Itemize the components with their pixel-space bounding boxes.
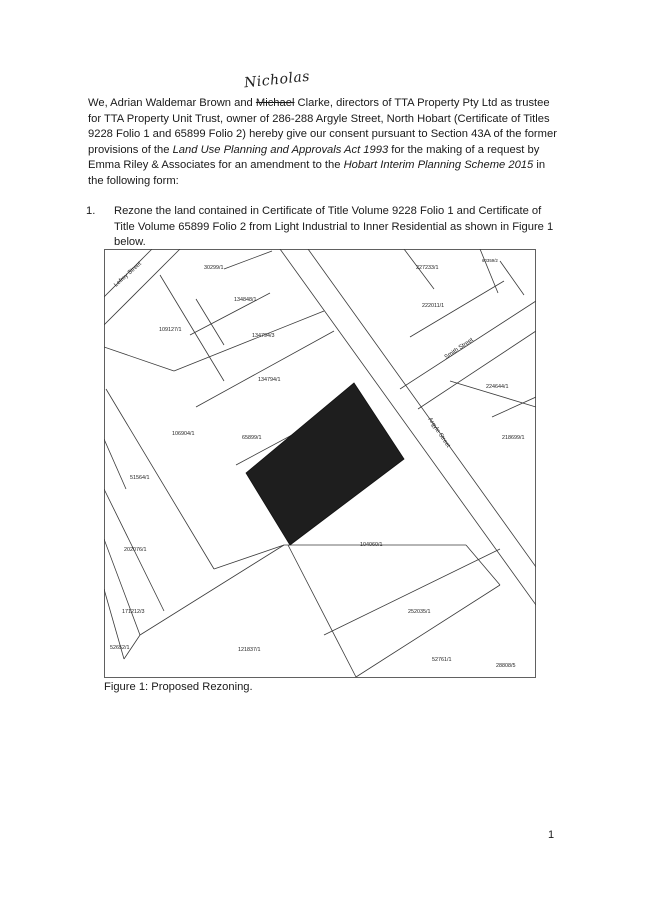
consent-text-2: Clarke, directors of TTA Property Pty Ltd as trustee for TTA Property Unit Trust, owner of 286-288 Argyle Street, North Hobart (Certificate of Titles 9228 Folio 1 and 65899 Folio 2) hereby give our consent pursuant to Section 43A of the former provisions of the <box>88 97 557 156</box>
lot-line <box>500 261 524 295</box>
lot-line <box>224 251 272 269</box>
scheme-title: Hobart Interim Planning Scheme 2015 <box>343 159 534 172</box>
lot-line <box>196 299 224 345</box>
lot-line <box>104 539 140 635</box>
smith-edge-2 <box>418 331 536 409</box>
lot-line <box>104 439 126 489</box>
consent-text-4: in the following form: <box>88 159 546 187</box>
figure-caption: Figure 1: Proposed Rezoning. <box>104 681 253 693</box>
act-title: Land Use Planning and Approvals Act 1993 <box>172 143 389 156</box>
lot-label: 52761/1 <box>432 657 452 663</box>
lot-label: 252035/1 <box>408 609 431 615</box>
lot-label: 104060/1 <box>360 542 383 548</box>
lot-label: 202076/1 <box>124 547 147 553</box>
lot-label: 28808/5 <box>496 663 516 669</box>
list-item-text: Rezone the land contained in Certificate of Title Volume 9228 Folio 1 and Certificate of Title Volume 65899 Folio 2 from Light Industrial to Inner Residential as shown in Figure 1 below. <box>114 205 554 249</box>
lot-label: 134848/1 <box>234 297 257 303</box>
street-label-argyle: Argyle Street <box>426 416 451 449</box>
lot-line <box>174 311 324 371</box>
lot-label: 51564/1 <box>130 475 150 481</box>
consent-text-3: for the making of a request by Emma Riley & Associates for an amendment to the <box>88 143 540 172</box>
lot-line <box>214 545 284 569</box>
lot-label: 106904/1 <box>172 431 195 437</box>
list-item-number: 1. <box>86 205 96 217</box>
lot-label: 109127/1 <box>159 327 182 333</box>
lot-label: 30299/1 <box>204 265 224 271</box>
lot-label: 218699/1 <box>502 435 525 441</box>
lot-line <box>106 389 214 569</box>
struck-name: Michael <box>255 97 295 109</box>
consent-text-1: We, Adrian Waldemar Brown and <box>88 97 256 109</box>
subject-land <box>246 383 404 545</box>
lot-line <box>410 281 504 337</box>
lot-line <box>288 545 356 677</box>
lot-line <box>104 347 174 371</box>
street-label-smith: Smith Street <box>443 337 475 361</box>
lot-label: 222011/1 <box>422 303 445 309</box>
lot-label: 134794/3 <box>252 333 275 339</box>
rezoning-map <box>104 249 536 678</box>
map-svg <box>104 249 536 678</box>
lot-line <box>356 585 500 677</box>
consent-paragraph <box>88 96 558 190</box>
lot-label: 65899/1 <box>242 435 262 441</box>
lot-label: 134794/1 <box>258 377 281 383</box>
lot-label: 171212/3 <box>122 609 145 615</box>
lot-label: 227233/1 <box>416 265 439 271</box>
street-label-lefroy: Lefroy Street <box>113 261 143 289</box>
lot-label: 224644/1 <box>486 384 509 390</box>
handwritten-correction: Nicholas <box>243 68 311 92</box>
lot-label: 121837/1 <box>238 647 261 653</box>
page-number: 1 <box>548 829 555 841</box>
lot-line <box>140 545 284 635</box>
lot-line <box>324 549 500 635</box>
lot-line <box>190 293 270 335</box>
lot-label: 52652/1 <box>110 645 130 651</box>
lot-label: 60359/2 <box>482 258 498 263</box>
lot-line <box>466 545 500 585</box>
